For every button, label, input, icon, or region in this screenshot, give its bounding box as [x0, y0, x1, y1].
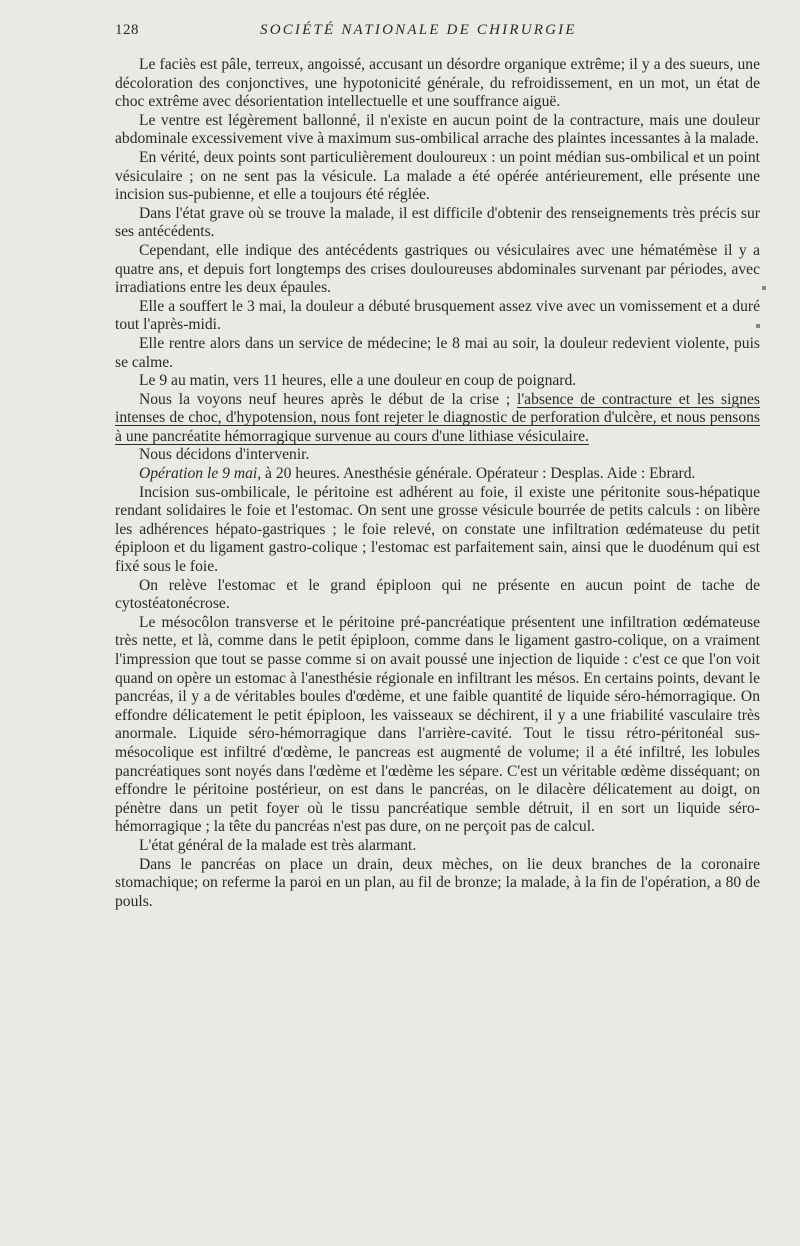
operation-label: Opération le 9 mai, — [139, 465, 262, 483]
paragraph: Cependant, elle indique des antécédents gastriques ou vésiculaires avec une hématémèse il y a quatre ans, et depuis fort longtemps des crises douloureuses abdominales survenant par périodes, avec irradiations entre les deux épaules. — [115, 241, 760, 297]
operation-paragraph — [115, 465, 760, 484]
body-text — [115, 56, 760, 911]
paragraph: Dans le pancréas on place un drain, deux mèches, on lie deux branches de la coronaire stomachique; on referme la paroi en un plan, au fil de bronze; la malade, à la fin de l'opération, a 80 de pouls. — [115, 855, 760, 910]
decision-paragraph: Nous décidons d'intervenir. — [139, 446, 310, 464]
paragraph: Le 9 au matin, vers 11 heures, elle a une douleur en coup de poignard. — [139, 372, 577, 390]
paragraph: On relève l'estomac et le grand épiploon qui ne présente en aucun point de tache de cytostéatonécrose. — [115, 576, 760, 613]
margin-speck — [756, 324, 760, 328]
page-number: 128 — [115, 22, 139, 38]
margin-speck — [762, 286, 766, 290]
operation-details: à 20 heures. Anesthésie générale. Opérateur : Desplas. Aide : Ebrard. — [261, 465, 696, 483]
paragraph: Incision sus-ombilicale, le péritoine est adhérent au foie, il existe une péritonite sous-hépatique rendant solidaires le foie et l'estomac. On sent une grosse vésicule bourrée de petits calculs : on libère les adhérences hépato-gastriques ; le foie relevé, on constate une infiltration œdémateuse du petit épiploon et du ligament gastro-colique ; l'estomac est parfaitement sain, ainsi que le duodénum qui est fixé sous le foie. — [115, 483, 760, 576]
paragraph: Le ventre est légèrement ballonné, il n'existe en aucun point de la contracture, mais une douleur abdominale excessivement vive à maximum sus-ombilical arrache des plaintes incessantes à la malade. — [115, 111, 760, 148]
running-head: SOCIÉTÉ NATIONALE DE CHIRURGIE — [260, 22, 577, 38]
page-header — [115, 22, 760, 52]
paragraph: Dans l'état grave où se trouve la malade, il est difficile d'obtenir des renseignements très précis sur ses antécédents. — [115, 204, 760, 241]
paragraph: Elle rentre alors dans un service de médecine; le 8 mai au soir, la douleur redevient violente, puis se calme. — [115, 334, 760, 371]
underlined-diagnosis: l'absence de contracture et les signes intenses de choc, d'hypotension, nous font rejeter le diagnostic de perforation d'ulcère, et nous pensons à une pancréatite hémorragique survenue au cours d'une lithiase vésiculaire. — [115, 390, 760, 445]
diagnosis-paragraph — [115, 391, 760, 447]
paragraph: Elle a souffert le 3 mai, la douleur a débuté brusquement assez vive avec un vomissement et a duré tout l'après-midi. — [115, 297, 760, 334]
paragraph: Le mésocôlon transverse et le péritoine pré-pancréatique présentent une infiltration œdémateuse très nette, et là, comme dans le petit épiploon, comme dans le ligament gastro-colique, on a vraiment l'impression que tout se passe comme si on avait poussé une injection de liquide : c'est ce que l'on voit quand on opère un estomac à l'anesthésie régionale en infiltrant les mésos. En certains points, devant le pancréas, il y a de véritables boules d'œdème, et une faible quantité de liquide séro-hémorragique. On effondre délicatement le petit épiploon, les vaisseaux se déchirent, il y a une friabilité vasculaire très anormale. Liquide séro-hémorragique dans l'arrière-cavité. Tout le tissu rétro-péritonéal sus-mésocolique est infiltré d'œdème, le pancreas est augmenté de volume; il a été infiltré, les lobules pancréatiques sont noyés dans l'œdème et l'œdème les sépare. C'est un véritable œdème disséquant; on effondre le péritoine postérieur, on est dans le pancréas, on le dilacère délicatement au doigt, on pénètre dans un petit foyer où le tissu pancréatique semble détruit, il en sort un liquide séro-hémorragique ; la tête du pancréas n'est pas dure, on ne perçoit pas de calcul. — [115, 613, 760, 836]
paragraph: Le faciès est pâle, terreux, angoissé, accusant un désordre organique extrême; il y a des sueurs, une décoloration des conjonctives, une hypotonicité générale, du refroidissement, en un mot, un état de choc extrême avec désorientation intellectuelle et une souffrance aiguë. — [115, 56, 760, 111]
paragraph: L'état général de la malade est très alarmant. — [139, 836, 417, 854]
diagnosis-lead: Nous la voyons neuf heures après le début de la crise ; — [139, 390, 517, 408]
paragraph: En vérité, deux points sont particulièrement douloureux : un point médian sus-ombilical et un point vésiculaire ; on ne sent pas la vésicule. La malade a été opérée antérieurement, elle présente une incision sus-pubienne, et elle a toujours été réglée. — [115, 148, 760, 204]
